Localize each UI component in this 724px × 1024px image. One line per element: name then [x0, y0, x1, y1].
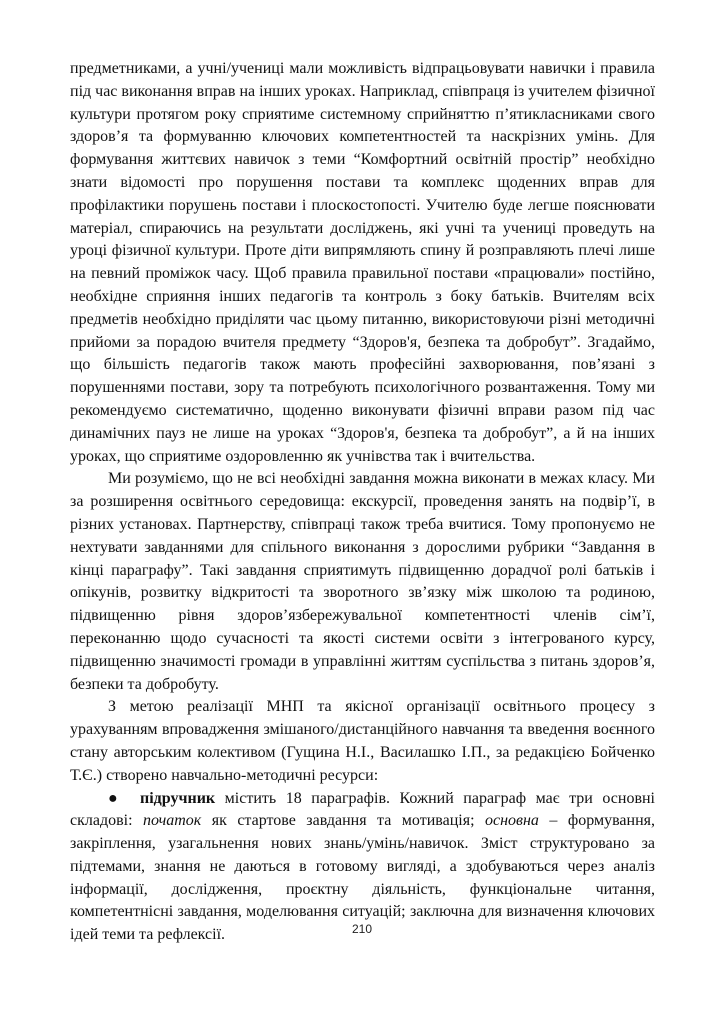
bullet-emphasis-start: початок — [143, 812, 202, 830]
paragraph-learning-environment: Ми розуміємо, що не всі необхідні завдання можна виконати в межах класу. Ми за розширення освітнього середовища: екскурсії, проведення занять на подвір’ї, в різних установах. Партнерству, співпраці також треба вчитися. Тому пропонуємо не нехтувати завданнями для спільного виконання з дорослими рубрики “Завдання в кінці параграфу”. Такі завдання сприятимуть підвищенню дорадчої ролі батьків і опікунів, розвитку відкритості та зворотного зв’язку між школою та родиною, підвищенню рівня здоров’язбережувальної компетентності членів сім’ї, переконанню щодо сучасності та якості системи освіти з інтегрованого курсу, підвищенню значимості громади в управлінні життям суспільства з питань здоров’я, безпеки та добробуту. — [70, 470, 655, 693]
bullet-text-a: містить 18 параграфів. Кожний параграф має три основні складові: — [70, 789, 655, 830]
paragraph-posture-cooperation: предметниками, а учні/учениці мали можливість відпрацьовувати навички і правила під час виконання вправ на інших уроках. Наприклад, співпраця із учителем фізичної культури протягом року сприятиме системному сприйняттю п’ятикласниками свого здоров’я та формуванню ключових компетентностей та наскрізних умінь. Для формування життєвих навичок з теми “Комфортний освітній простір” необхідно знати відомості про порушення постави та комплекс щоденних вправ для профілактики порушень постави і плоскостопості. Учителю буде легше пояснювати матеріал, спираючись на результати досліджень, які учні та учениці проведуть на уроці фізичної культури. Проте діти випрямляють спину й розправляють плечі лише на певний проміжок часу. Щоб правила правильної постави «працювали» постійно, необхідне сприяння інших педагогів та контроль з боку батьків. Вчителям всіх предметів необхідно приділяти час цьому питанню, використовуючи різні методичні прийоми за порадою вчителя предмету “Здоров'я, безпека та добробут”. Згадаймо, що більшість педагогів також мають професійні захворювання, пов’язані з порушеннями постави, зору та потребують психологічного розвантаження. Тому ми рекомендуємо систематично, щоденно виконувати фізичні вправи разом під час динамічних пауз не лише на уроках “Здоров'я, безпека та добробут”, а й на інших уроках, що сприятиме оздоровленню як учнівства так і вчительства. — [70, 60, 655, 465]
page-number: 210 — [351, 922, 373, 936]
bullet-text-c: – формування, закріплення, узагальнення нових знань/умінь/навичок. Зміст структуровано за підтемами, знання не даються в готовому вигляді, а здобуваються через аналіз інформації, дослідження, проєктну діяльність, функціональне читання, компетентнісні завдання, моделювання ситуацій; заключна для визначення ключових ідей теми та рефлексії. — [70, 812, 656, 944]
document-page — [70, 58, 655, 947]
bullet-term: підручник — [140, 789, 216, 807]
bullet-emphasis-main: основна — [485, 812, 539, 830]
paragraph-resources-intro: З метою реалізації МНП та якісної організації освітнього процесу з урахуванням впровадження змішаного/дистанційного навчання та введення воєнного стану авторським колективом (Гущина Н.І., Василашко І.П., за редакцією Бойченко Т.Є.) створено навчально-методичні ресурси: — [70, 698, 655, 784]
bullet-text-b: як стартове завдання та мотивація; — [201, 812, 485, 830]
bullet-icon: ● — [108, 789, 118, 807]
